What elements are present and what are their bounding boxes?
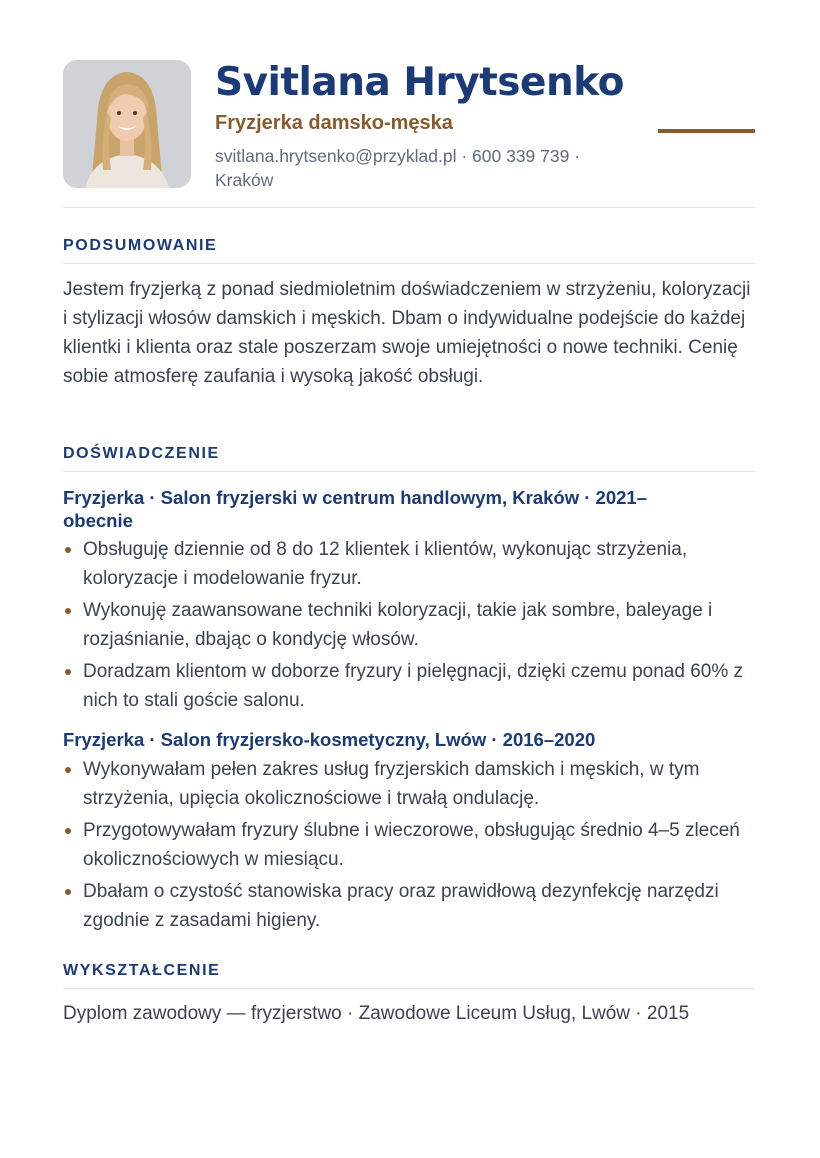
bullet-dot	[65, 669, 71, 675]
accent-bar	[658, 129, 755, 133]
candidate-name: Svitlana Hrytsenko	[215, 60, 624, 105]
job-bullets	[63, 535, 755, 718]
list-item	[63, 877, 755, 935]
header-divider	[63, 207, 755, 208]
job-heading: Fryzjerka · Salon fryzjersko-kosmetyczny, Lwów · 2016–2020	[63, 729, 596, 750]
bullet-dot	[65, 608, 71, 614]
list-item	[63, 755, 755, 813]
list-item	[63, 816, 755, 874]
bullet-text: Doradzam klientom w doborze fryzury i pielęgnacji, dzięki czemu ponad 60% z nich to stali goście salonu.	[83, 661, 744, 711]
bullet-dot	[65, 547, 71, 553]
section-title-education: WYKSZTAŁCENIE	[63, 962, 755, 989]
section-title-experience: DOŚWIADCZENIE	[63, 445, 755, 472]
bullet-dot	[65, 767, 71, 773]
resume-header	[63, 60, 755, 190]
bullet-text: Wykonywałam pełen zakres usług fryzjerskich damskich i męskich, w tym strzyżenia, upięcia okolicznościowe i trwałą ondulację.	[83, 759, 700, 809]
bullet-text: Obsługuję dziennie od 8 do 12 klientek i klientów, wykonując strzyżenia, koloryzacje i modelowanie fryzur.	[83, 539, 688, 589]
job-heading: Fryzjerka · Salon fryzjerski w centrum handlowym, Kraków · 2021–obecnie	[63, 487, 647, 531]
education-entry: Dyplom zawodowy — fryzjerstwo · Zawodowe Liceum Usług, Lwów · 2015	[63, 1003, 690, 1024]
bullet-dot	[65, 828, 71, 834]
bullet-text: Dbałam o czystość stanowiska pracy oraz prawidłową dezynfekcję narzędzi zgodnie z zasadami higieny.	[83, 881, 719, 931]
list-item	[63, 596, 755, 654]
profile-photo	[63, 60, 191, 188]
job-role: Fryzjerka damsko-męska	[215, 112, 453, 134]
summary-text: Jestem fryzjerką z ponad siedmioletnim doświadczeniem w strzyżeniu, koloryzacji i stylizacji włosów damskich i męskich. Dbam o indywidualne podejście do każdej klientki i klienta oraz stale poszerzam swoje umiejętności o nowe techniki. Cenię sobie atmosferę zaufania i wysoką jakość obsługi.	[63, 279, 751, 387]
bullet-dot	[65, 889, 71, 895]
bullet-text: Przygotowywałam fryzury ślubne i wieczorowe, obsługując średnio 4–5 zleceń okolicznościowych w miesiącu.	[83, 820, 740, 870]
bullet-text: Wykonuję zaawansowane techniki koloryzacji, takie jak sombre, baleyage i rozjaśnianie, dbając o kondycję włosów.	[83, 600, 713, 650]
list-item	[63, 657, 755, 715]
job-bullets	[63, 755, 755, 938]
contact-info: svitlana.hrytsenko@przyklad.pl · 600 339 739 · Kraków	[215, 146, 581, 190]
list-item	[63, 535, 755, 593]
section-title-summary: PODSUMOWANIE	[63, 237, 755, 264]
